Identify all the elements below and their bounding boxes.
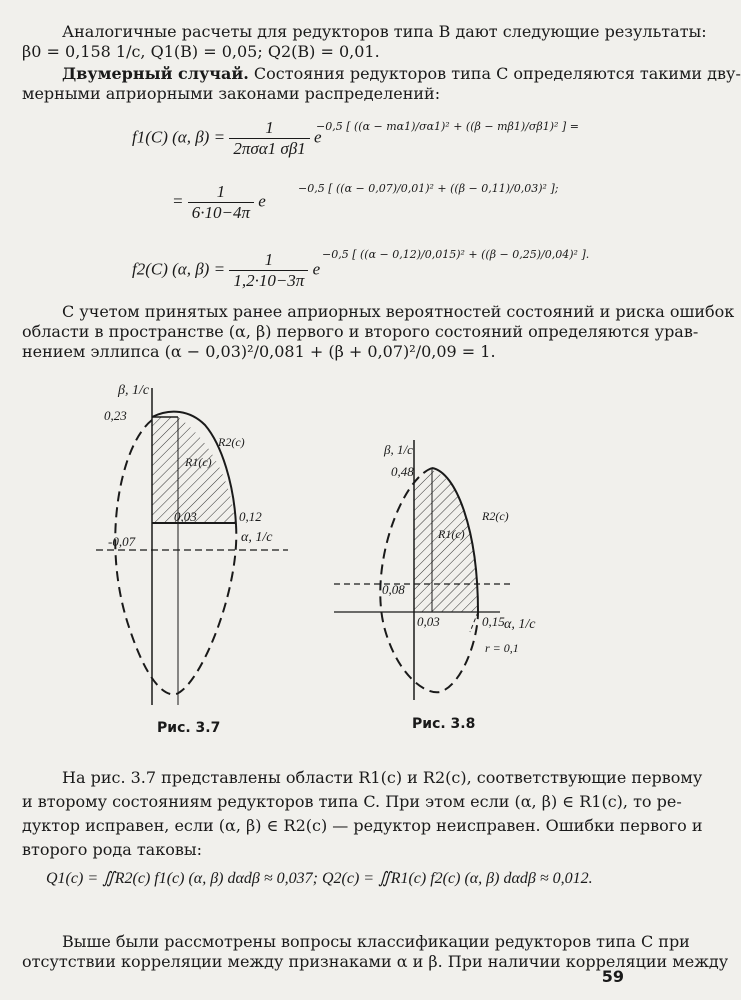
fraction <box>188 182 254 223</box>
text-line: нением эллипса (α − 0,03)²/0,081 + (β + 0,07)²/0,09 = 1. <box>22 342 496 361</box>
tick-label: 0,03 <box>417 614 440 629</box>
text-line: Выше были рассмотрены вопросы классификации редукторов типа C при <box>62 932 690 951</box>
tick-label: 0,23 <box>104 408 127 423</box>
fraction-denominator: 1,2·10−3π <box>233 271 305 290</box>
exp-base: e <box>314 127 322 147</box>
text-line: второго рода таковы: <box>22 840 202 859</box>
page-number: 59 <box>601 967 624 986</box>
equation-exponent: −0,5 [ ((α − mα1)/σα1)² + ((β − mβ1)/σβ1)² ] = <box>316 120 579 133</box>
tick-label: 0,08 <box>382 582 405 597</box>
text-line: С учетом принятых ранее априорных вероятностей состояний и риска ошибок <box>62 302 735 321</box>
text-line: дуктор исправен, если (α, β) ∈ R2(c) — редуктор неисправен. Ошибки первого и <box>22 816 703 835</box>
x-axis-label: α, 1/с <box>504 617 536 632</box>
fraction-numerator: 1 <box>229 118 309 139</box>
text-line: β0 = 0,158 1/с, Q1(B) = 0,05; Q2(B) = 0,01. <box>22 42 380 61</box>
y-axis-label: β, 1/с <box>118 383 150 398</box>
figures <box>0 370 662 750</box>
fraction-denominator: 2πσα1 σβ1 <box>233 139 306 158</box>
tick-label: 0,48 <box>391 464 414 479</box>
text-line: области в пространстве (α, β) первого и второго состояний определяются урав- <box>22 322 699 341</box>
figure-caption: Рис. 3.7 <box>157 720 221 736</box>
tick-label: 0,15 <box>482 614 505 629</box>
annotation-label: r = 0,1 <box>485 641 519 655</box>
figure-3-7 <box>96 383 288 705</box>
fraction <box>229 118 309 159</box>
tick-label: -0,07 <box>108 534 136 549</box>
equation-3 <box>132 250 320 291</box>
section-heading: Двумерный случай. <box>62 64 249 83</box>
text-line: Аналогичные расчеты для редукторов типа B дают следующие результаты: <box>62 22 707 41</box>
fraction-numerator: 1 <box>229 250 308 271</box>
hatched-region-r1 <box>414 470 478 612</box>
equation-exponent: −0,5 [ ((α − 0,12)/0,015)² + ((β − 0,25)/0,04)² ]. <box>322 248 590 261</box>
equation-2 <box>172 182 266 223</box>
figure-caption: Рис. 3.8 <box>412 716 476 732</box>
text-line: мерными априорными законами распределений: <box>22 84 441 103</box>
equation-lhs: f2(C) (α, β) = <box>132 259 226 279</box>
equation-exponent: −0,5 [ ((α − 0,07)/0,01)² + ((β − 0,11)/0,03)² ]; <box>298 182 559 195</box>
tick-label: 0,12 <box>239 509 262 524</box>
hatched-region-r1 <box>152 417 235 523</box>
region-label: R2(c) <box>482 509 509 523</box>
exp-base: e <box>258 191 266 211</box>
fraction-denominator: 6·10−4π <box>191 203 250 222</box>
text-line <box>62 64 741 84</box>
equation-1 <box>132 118 322 159</box>
equation-4: Q1(c) = ∬R2(c) f1(c) (α, β) dαdβ ≈ 0,037; Q2(c) = ∬R1(c) f2(c) (α, β) dαdβ ≈ 0,012. <box>46 870 593 887</box>
text-line: и второму состояниям редукторов типа C. При этом если (α, β) ∈ R1(c), то ре- <box>22 792 682 811</box>
region-label: R2(c) <box>218 435 245 449</box>
x-axis-label: α, 1/с <box>241 530 273 545</box>
text-span: Состояния редукторов типа C определяются такими дву- <box>253 64 741 83</box>
figure-3-8 <box>334 440 536 700</box>
tick-label: 0,03 <box>174 509 197 524</box>
y-axis-label: β, 1/с <box>384 442 413 457</box>
equation-lhs: f1(C) (α, β) = <box>132 127 226 147</box>
text-line: отсутствии корреляции между признаками α и β. При наличии корреляции между <box>22 952 729 971</box>
fraction <box>229 250 308 291</box>
fraction-numerator: 1 <box>188 182 254 203</box>
equation-lhs: = <box>172 191 184 211</box>
text-line: На рис. 3.7 представлены области R1(c) и R2(c), соответствующие первому <box>62 768 703 787</box>
region-label: R1(c) <box>185 455 212 469</box>
exp-base: e <box>312 259 321 279</box>
region-label: R1(c) <box>438 527 465 541</box>
